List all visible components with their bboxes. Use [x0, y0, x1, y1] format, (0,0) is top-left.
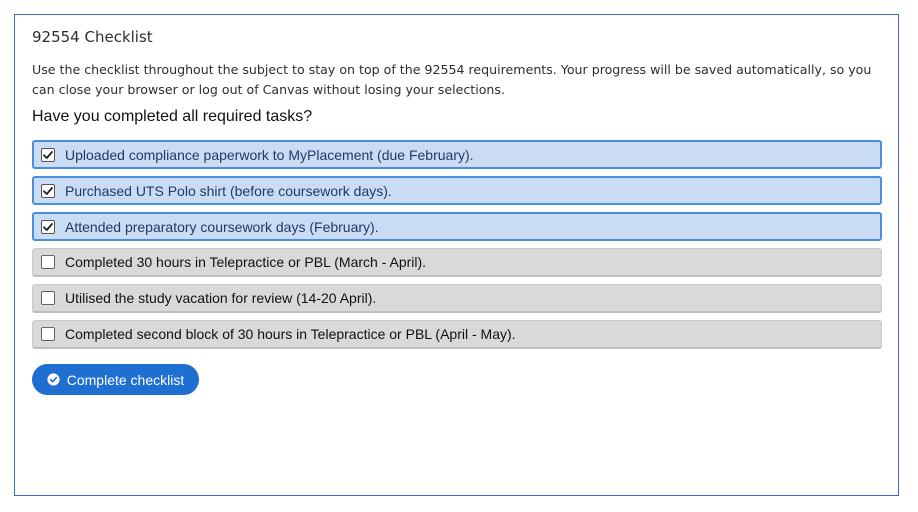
checklist-item-2[interactable] [32, 212, 882, 241]
checklist-question: Have you completed all required tasks? [32, 108, 313, 125]
checklist-item-4[interactable] [32, 284, 882, 313]
checkmark-icon [42, 221, 54, 233]
checkbox[interactable] [41, 184, 55, 198]
page-title: 92554 Checklist [32, 28, 153, 46]
checklist-item-label: Purchased UTS Polo shirt (before coursework days). [65, 182, 392, 199]
checkbox[interactable] [41, 291, 55, 305]
checklist-items [32, 140, 882, 356]
checklist-item-label: Uploaded compliance paperwork to MyPlacement (due February). [65, 146, 474, 163]
checklist-item-1[interactable] [32, 176, 882, 205]
checklist-item-label: Completed 30 hours in Telepractice or PBL (March - April). [65, 254, 427, 270]
checkbox[interactable] [41, 148, 55, 162]
checkmark-icon [42, 149, 54, 161]
complete-checklist-label: Complete checklist [66, 371, 185, 388]
checkbox[interactable] [41, 327, 55, 341]
checklist-panel [14, 14, 899, 496]
checklist-item-label: Attended preparatory coursework days (February). [65, 218, 379, 235]
checkbox[interactable] [41, 220, 55, 234]
check-circle-icon [47, 373, 60, 386]
checklist-item-5[interactable] [32, 320, 882, 349]
checklist-item-3[interactable] [32, 248, 882, 277]
checklist-item-label: Utilised the study vacation for review (14-20 April). [65, 290, 377, 306]
checkbox[interactable] [41, 255, 55, 269]
checklist-item-0[interactable] [32, 140, 882, 169]
complete-checklist-button[interactable] [32, 364, 199, 395]
checkmark-icon [42, 185, 54, 197]
checklist-item-label: Completed second block of 30 hours in Telepractice or PBL (April - May). [65, 326, 516, 342]
intro-text: Use the checklist throughout the subject to stay on top of the 92554 requirements. Your progress will be saved automatically, so you can close your browser or log out of Canvas without losing your selections. [32, 62, 872, 97]
